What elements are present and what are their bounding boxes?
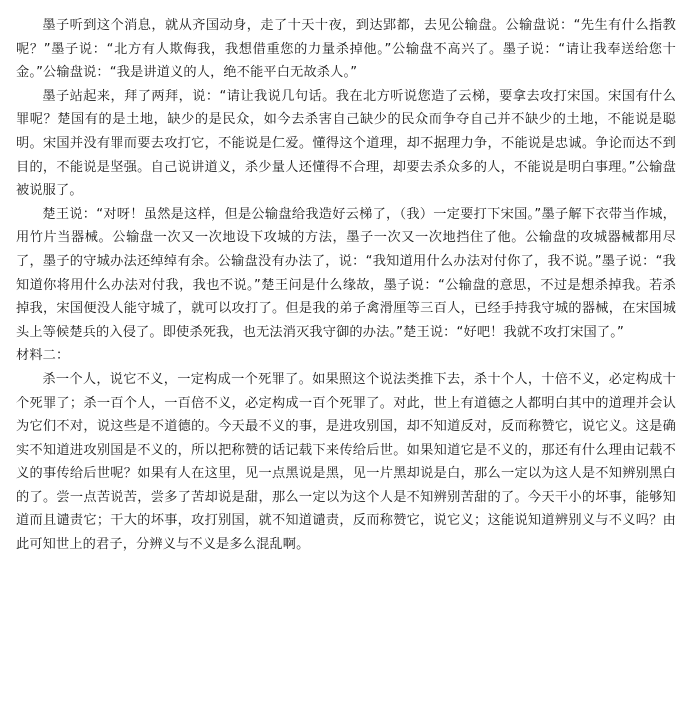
paragraph-4: 杀一个人，说它不义，一定构成一个死罪了。如果照这个说法类推下去，杀十个人，十倍不义，必定构成十个死罪了；杀一百个人，一百倍不义，必定构成一百个死罪了。对此，世上有道德之人都明白其中的道理并会认为它们不对，说这些是不道德的。今天最不义的事，是进攻别国，却不知道反对，反而称赞它，说它义。这是确实不知道进攻别国是不义的，所以把称赞的话记载下来传给后世。如果知道它是不义的，那还有什么理由记载不义的事传给后世呢？如果有人在这里，见一点黑说是黑，见一片黑却说是白，那么一定以为这人是不知辨别黑白的了。尝一点苦说苦，尝多了苦却说是甜，那么一定以为这个人是不知辨别苦甜的了。今天干小的坏事，能够知道而且谴责它；干大的坏事，攻打别国，就不知道谴责，反而称赞它，说它义；这能说知道辨别义与不义吗？由此可知世上的君子，分辨义与不义是多么混乱啊。: [16, 371, 676, 553]
section-label: 材料二：: [16, 348, 70, 364]
paragraph-1: 墨子听到这个消息，就从齐国动身，走了十天十夜，到达郢都，去见公输盘。公输盘说：“先生有什么指教呢？”墨子说：“北方有人欺侮我，我想借重您的力量杀掉他。”公输盘不高兴了。墨子说：“请让我奉送给您十金。”公输盘说：“我是讲道义的人，绝不能平白无故杀人。”: [16, 18, 676, 81]
paragraph-3: 楚王说：“对呀！虽然是这样，但是公输盘给我造好云梯了，（我）一定要打下宋国。”墨子解下衣带当作城，用竹片当器械。公输盘一次又一次地设下攻城的方法，墨子一次又一次地挡住了他。公输盘的攻城器械都用尽了，墨子的守城办法还绰绰有余。公输盘没有办法了，说：“我知道用什么办法对付你了，我不说。”墨子说：“我知道你将用什么办法对付我，我也不说。”楚王问是什么缘故，墨子说：“公输盘的意思，不过是想杀掉我。若杀掉我，宋国便没人能守城了，就可以攻打了。但是我的弟子禽滑厘等三百人，已经手持我守城的器械，在宋国城头上等候楚兵的入侵了。即使杀死我，也无法消灭我守御的办法。”楚王说：“好吧！我就不攻打宋国了。”: [16, 206, 676, 340]
paragraph-2: 墨子站起来，拜了两拜，说：“请让我说几句话。我在北方听说您造了云梯，要拿去攻打宋国。宋国有什么罪呢？楚国有的是土地，缺少的是民众，如今去杀害自己缺少的民众而争夺自己并不缺少的土地，不能说是聪明。宋国并没有罪而要去攻打它，不能说是仁爱。懂得这个道理，却不据理力争，不能说是忠诚。争论而达不到目的，不能说是坚强。自己说讲道义，杀少量人还懂得不合理，却要去杀众多的人，不能说是明白事理。”公输盘被说服了。: [16, 88, 676, 199]
